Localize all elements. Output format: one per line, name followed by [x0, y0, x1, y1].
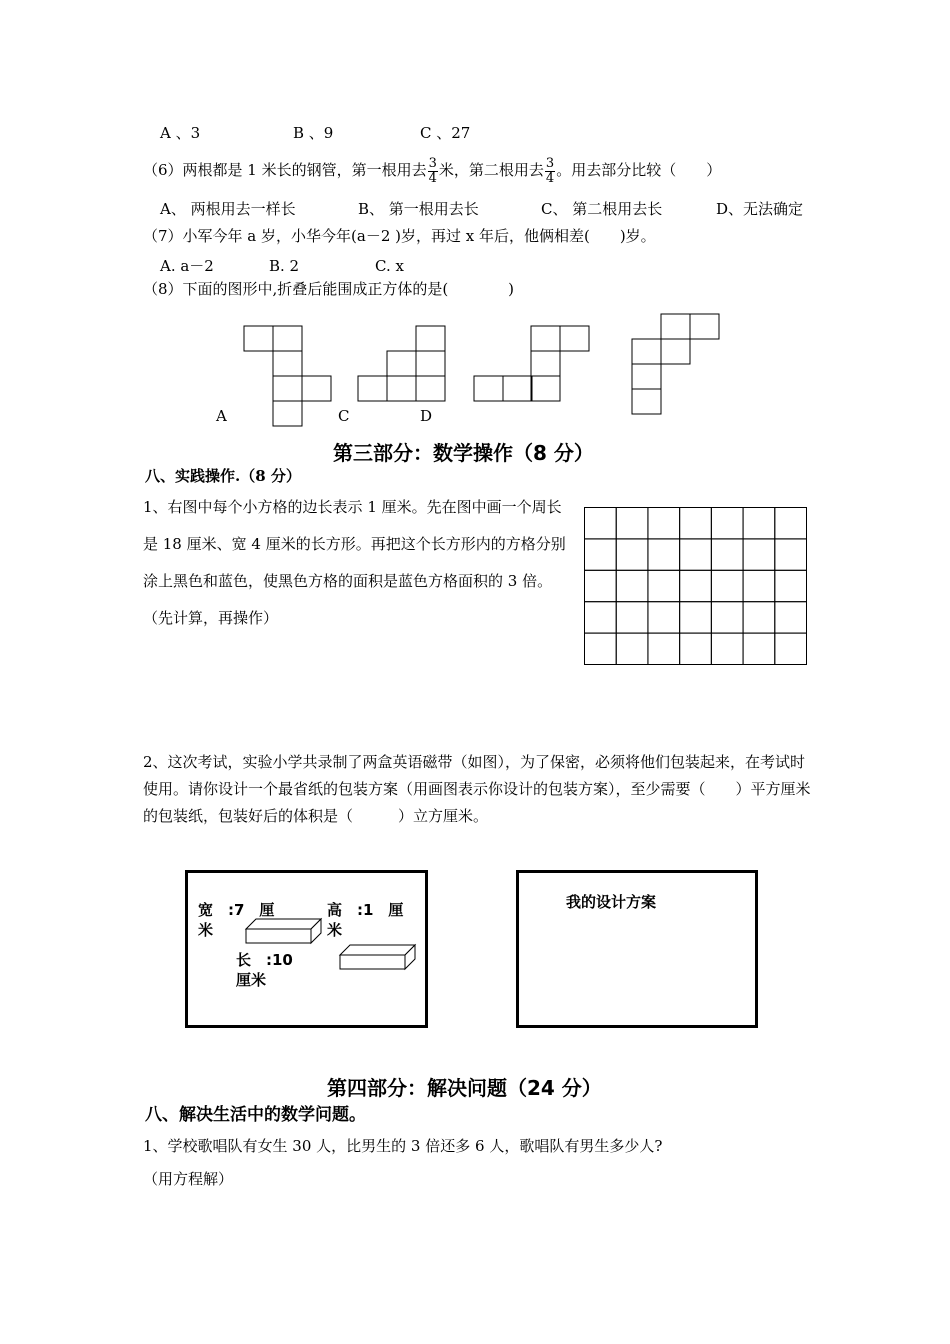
q6-option-d: D、无法确定 — [716, 200, 804, 218]
part3-section: 八、实践操作.（8 分） — [145, 467, 301, 485]
fraction-numerator: 3 — [545, 155, 555, 171]
q7-option-a: A. a－2 — [160, 257, 214, 275]
part4-title: 第四部分：解决问题（24 分） — [327, 1076, 602, 1100]
q5-option-a: A 、3 — [160, 124, 201, 142]
tape-box-2 — [340, 945, 415, 969]
length-label: 长 :10 厘米 — [236, 951, 308, 989]
q6-option-a: A、 两根用去一样长 — [160, 200, 296, 218]
q5-option-c: C 、27 — [420, 124, 471, 142]
part3-question-2: 2、这次考试，实验小学共录制了两盒英语磁带（如图），为了保密，必须将他们包装起来，在考试时使用。请你设计一个最省纸的包装方案（用画图表示你设计的包装方案），至少需要（ ）平方厘米的包装纸，包装好后的体积是（ ）立方厘米。 — [143, 753, 811, 825]
q6-option-b: B、 第一根用去长 — [358, 200, 479, 218]
q5-option-b: B 、9 — [293, 124, 334, 142]
part3-title: 第三部分：数学操作（8 分） — [333, 441, 594, 465]
q6-prefix: （6）两根都是 1 米长的钢管，第一根用去 — [143, 161, 427, 179]
question-8: （8）下面的图形中,折叠后能围成正方体的是( ) — [143, 280, 515, 298]
fraction-denominator: 4 — [428, 170, 437, 186]
q6-mid: 米，第二根用去 — [438, 161, 544, 179]
fraction-denominator: 4 — [545, 170, 555, 186]
design-plan-title: 我的设计方案 — [566, 893, 657, 911]
part4-section: 八、解决生活中的数学问题。 — [145, 1105, 366, 1125]
net-label-d: D — [420, 407, 433, 425]
height-label: 高 :1 厘米 — [327, 901, 404, 939]
part4-q1-note: （用方程解） — [143, 1170, 234, 1188]
tape-box-1 — [246, 919, 321, 943]
part3-question-1: 1、右图中每个小方格的边长表示 1 厘米。先在图中画一个周长是 18 厘米、宽 4 厘米的长方形。再把这个长方形内的方格分别涂上黑色和蓝色，使黑色方格的面积是蓝色方格面积的 3 倍。（先计算，再操作） — [143, 498, 566, 627]
q7-option-c: C. x — [375, 257, 404, 275]
part4-question-1: 1、学校歌唱队有女生 30 人，比男生的 3 倍还多 6 人，歌唱队有男生多少人? — [143, 1137, 663, 1155]
question-7: （7）小军今年 a 岁，小华今年(a－2 )岁，再过 x 年后，他俩相差( )岁。 — [143, 227, 656, 245]
q7-option-b: B. 2 — [269, 257, 300, 275]
q6-option-c: C、 第二根用去长 — [541, 200, 663, 218]
width-label: 宽 :7 厘米 — [198, 901, 275, 939]
fraction-numerator: 3 — [428, 155, 437, 171]
net-label-c: C — [338, 407, 350, 425]
net-label-a: A — [216, 407, 227, 425]
q6-suffix: 。用去部分比较（ ） — [556, 161, 722, 179]
